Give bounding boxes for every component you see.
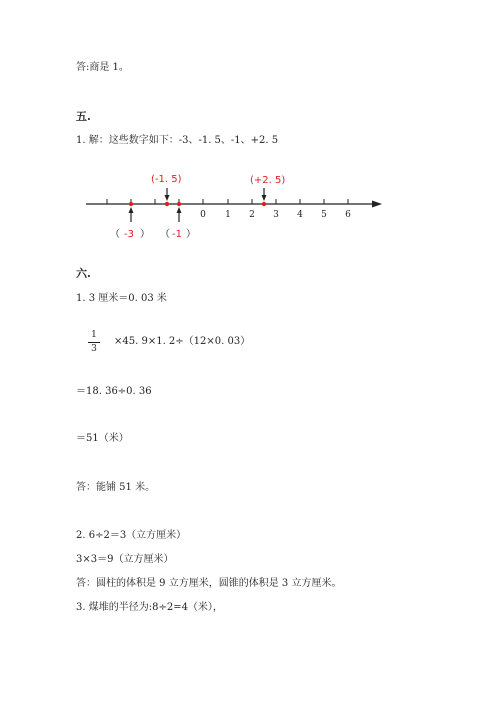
question-3-line-1: 3. 煤堆的半径为:8÷2=4（米）， bbox=[76, 602, 223, 613]
arrowhead bbox=[129, 207, 134, 213]
point-minus-1-5 bbox=[165, 202, 169, 206]
tick-label: 6 bbox=[345, 210, 351, 220]
question-2-answer: 答：圆柱的体积是 9 立方厘米，圆锥的体积是 3 立方厘米。 bbox=[76, 578, 342, 589]
question-1-step-2: ＝18. 36÷0. 36 bbox=[76, 386, 152, 397]
paren-close: ） bbox=[140, 229, 150, 240]
label-minus-3: -3 bbox=[124, 229, 134, 240]
tick-label: 5 bbox=[321, 210, 327, 220]
fraction-denominator: 3 bbox=[91, 344, 97, 354]
label-plus-2-5: (+2. 5) bbox=[250, 175, 286, 186]
answer-line: 答:商是 1。 bbox=[76, 62, 129, 73]
tick-label: 4 bbox=[297, 210, 303, 220]
fraction-bar bbox=[88, 342, 100, 343]
question-1-expression: ×45. 9×1. 2÷（12×0. 03） bbox=[114, 336, 251, 347]
tick-label: 2 bbox=[249, 210, 255, 220]
question-1-text: 1. 解：这些数字如下：-3、-1. 5、-1、+2. 5 bbox=[76, 135, 279, 146]
number-line-figure bbox=[80, 166, 390, 246]
point-minus-1 bbox=[177, 202, 181, 206]
paren-close: ） bbox=[186, 229, 196, 240]
paren-open: （ bbox=[110, 229, 120, 240]
question-1-step-3: ＝51（米） bbox=[76, 433, 129, 444]
fraction-one-third bbox=[88, 330, 100, 355]
tick-label: 1 bbox=[225, 210, 231, 220]
paren-open: （ bbox=[160, 229, 170, 240]
fraction-numerator: 1 bbox=[91, 330, 97, 340]
question-1-line-1: 1. 3 厘米＝0. 03 米 bbox=[76, 293, 167, 304]
section-six-heading: 六. bbox=[76, 267, 91, 280]
label-minus-1: -1 bbox=[172, 229, 182, 240]
number-line-arrowhead bbox=[372, 201, 382, 208]
arrowhead bbox=[262, 195, 267, 201]
question-2-line-1: 2. 6÷2＝3（立方厘米） bbox=[76, 530, 187, 541]
arrowhead bbox=[177, 207, 182, 213]
tick-label: 0 bbox=[200, 210, 206, 220]
section-five-heading: 五. bbox=[76, 110, 91, 123]
question-1-answer: 答：能铺 51 米。 bbox=[76, 482, 156, 493]
arrowhead bbox=[165, 195, 170, 201]
tick-label: 3 bbox=[273, 210, 279, 220]
point-minus-3 bbox=[129, 202, 133, 206]
label-minus-1-5: (-1. 5) bbox=[151, 174, 182, 185]
point-plus-2-5 bbox=[262, 202, 266, 206]
question-2-line-2: 3×3＝9（立方厘米） bbox=[76, 554, 174, 565]
